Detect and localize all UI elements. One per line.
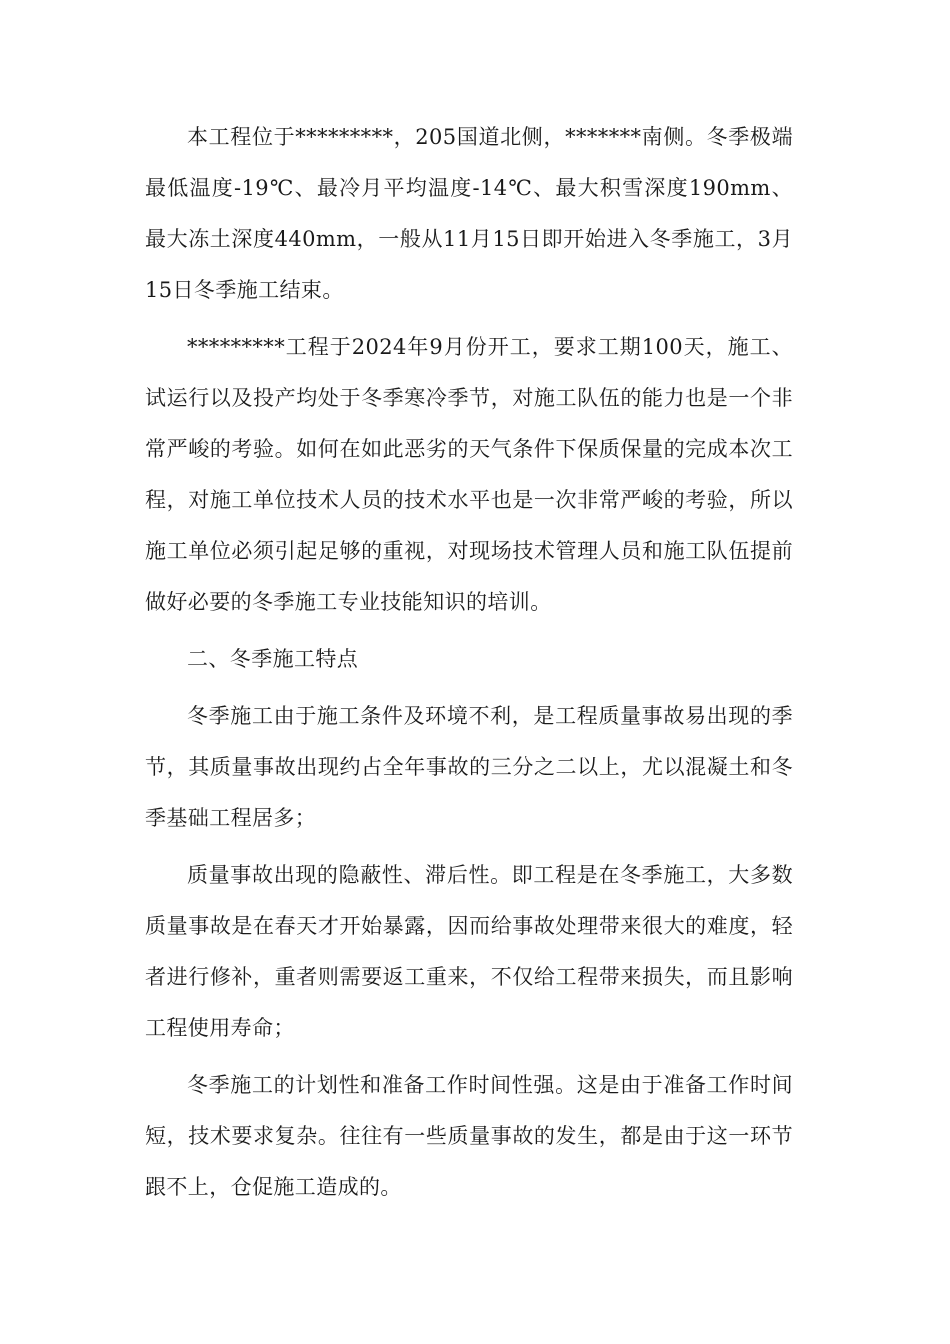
paragraph-winter-conditions: 冬季施工由于施工条件及环境不利，是工程质量事故易出现的季节，其质量事故出现约占全年事故的三分之二以上，尤以混凝土和冬季基础工程居多； [145,704,793,830]
paragraph-hidden-delayed-issues: 质量事故出现的隐蔽性、滞后性。即工程是在冬季施工，大多数质量事故是在春天才开始暴露，因而给事故处理带来很大的难度，轻者进行修补，重者则需要返工重来，不仅给工程带来损失，而且影响工程使用寿命； [145,863,793,1040]
section-heading: 二、冬季施工特点 [187,647,359,671]
paragraph-project-schedule: *********工程于2024年9月份开工，要求工期100天，施工、试运行以及投产均处于冬季寒冷季节，对施工队伍的能力也是一个非常严峻的考验。如何在如此恶劣的天气条件下保质保量的完成本次工程，对施工单位技术人员的技术水平也是一次非常严峻的考验，所以施工单位必须引起足够的重视，对现场技术管理人员和施工队伍提前做好必要的冬季施工专业技能知识的培训。 [145,335,793,614]
paragraph-project-location: 本工程位于*********，205国道北侧，*******南侧。冬季极端最低温度-19℃、最冷月平均温度-14℃、最大积雪深度190mm、最大冻土深度440mm，一般从11月15日即开始进入冬季施工，3月15日冬季施工结束。 [145,125,793,302]
paragraph-planning-preparation: 冬季施工的计划性和准备工作时间性强。这是由于准备工作时间短，技术要求复杂。往往有一些质量事故的发生，都是由于这一环节跟不上，仓促施工造成的。 [145,1073,793,1199]
document-body [145,112,793,1219]
